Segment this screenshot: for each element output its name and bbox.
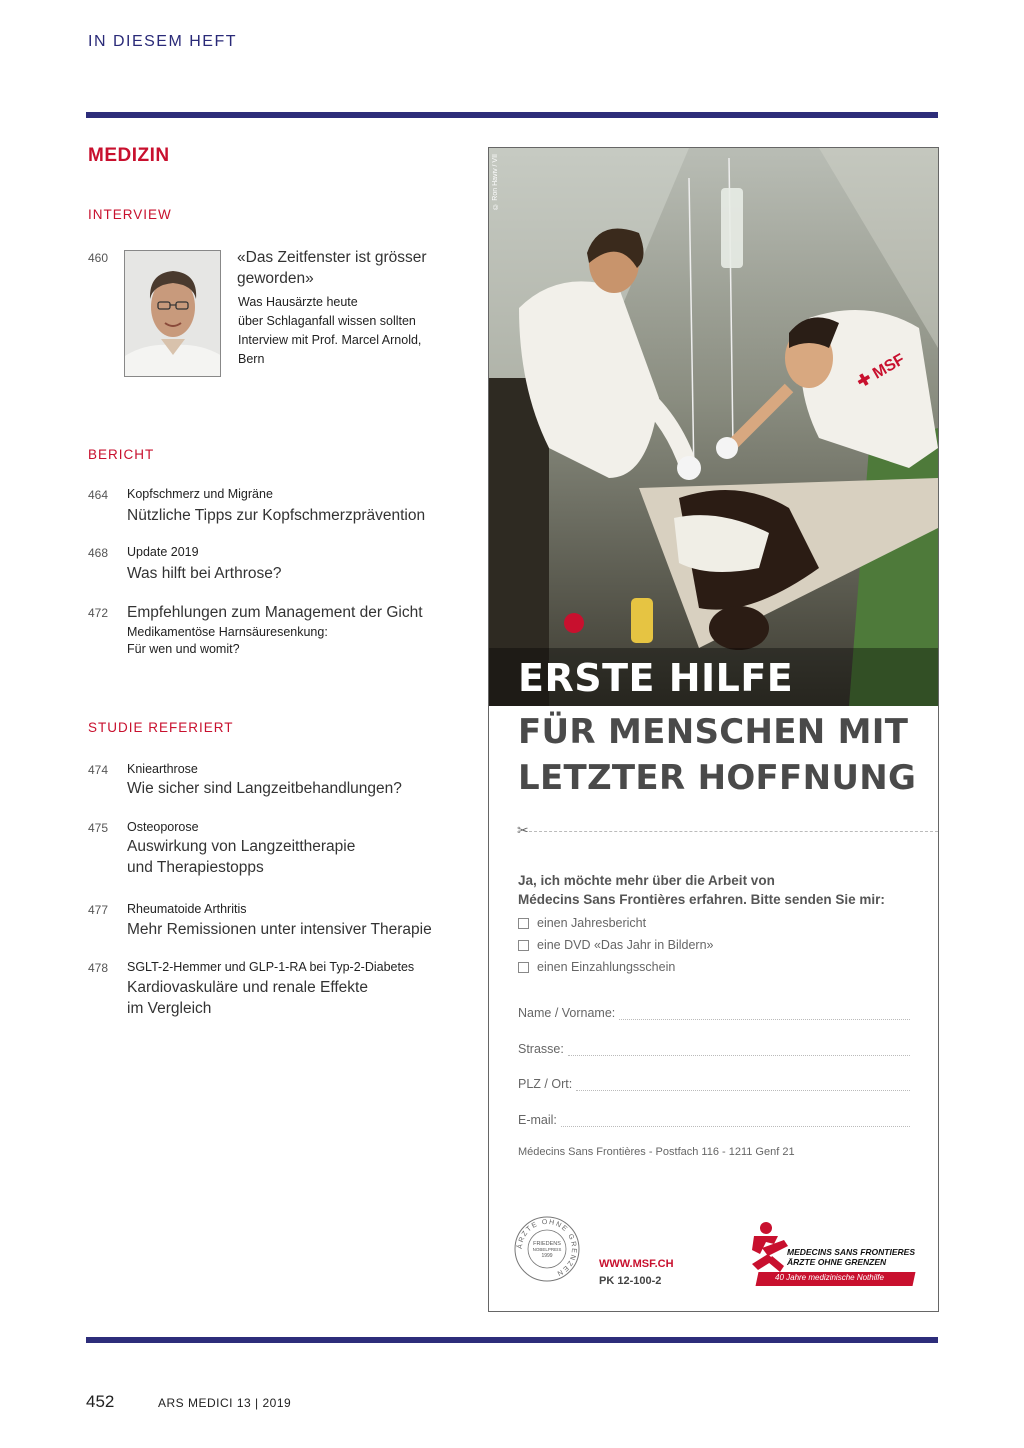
svg-text:NOBELPREIS: NOBELPREIS bbox=[532, 1247, 562, 1252]
article-headline: Wie sicher sind Langzeitbehandlungen? bbox=[127, 780, 402, 797]
ad-subheadline: FÜR MENSCHEN MIT bbox=[518, 712, 909, 752]
article-headline: Auswirkung von Langzeittherapie und Therapiestopps bbox=[127, 838, 356, 876]
logo-name: ÄRZTE OHNE GRENZEN bbox=[787, 1257, 887, 1267]
interview-headline: «Das Zeitfenster ist grösser geworden» bbox=[237, 249, 427, 287]
article-headline: Mehr Remissionen unter intensiver Therapie bbox=[127, 921, 432, 938]
page-number: 464 bbox=[88, 488, 109, 502]
interview-deck: Was Hausärzte heute über Schlaganfall wissen sollten Interview mit Prof. Marcel Arnold, Bern bbox=[238, 295, 422, 366]
street-field[interactable]: Strasse: bbox=[518, 1042, 910, 1056]
svg-text:ÄRZTE OHNE GRENZEN: ÄRZTE OHNE GRENZEN bbox=[516, 1218, 578, 1278]
article-headline: Was hilft bei Arthrose? bbox=[127, 565, 282, 582]
bericht-heading: BERICHT bbox=[88, 447, 155, 462]
option-dvd[interactable]: eine DVD «Das Jahr in Bildern» bbox=[518, 938, 713, 952]
article-kicker: Osteoporose bbox=[127, 820, 199, 834]
logo-band-text: 40 Jahre medizinische Nothilfe bbox=[775, 1273, 884, 1282]
top-rule bbox=[86, 112, 938, 118]
section-title: MEDIZIN bbox=[88, 145, 170, 166]
page-number: 478 bbox=[88, 961, 109, 975]
running-head: IN DIESEM HEFT bbox=[88, 33, 238, 50]
page-folio: 452 bbox=[86, 1392, 115, 1411]
postal-account: PK 12-100-2 bbox=[599, 1275, 662, 1287]
nobel-stamp bbox=[514, 1216, 580, 1282]
article-headline: Kardiovaskuläre und renale Effekte im Vergleich bbox=[127, 979, 368, 1017]
studie-heading: STUDIE REFERIERT bbox=[88, 720, 234, 735]
page-number: 460 bbox=[88, 251, 109, 265]
ad-photo bbox=[489, 148, 938, 706]
checkbox[interactable] bbox=[518, 940, 529, 951]
portrait-photo bbox=[124, 250, 221, 377]
journal-issue: ARS MEDICI 13 | 2019 bbox=[158, 1396, 292, 1410]
scissors-icon: ✂ bbox=[517, 822, 529, 838]
logo-name: MEDECINS SANS FRONTIERES bbox=[787, 1247, 915, 1257]
checkbox[interactable] bbox=[518, 918, 529, 929]
option-payment-slip[interactable]: einen Einzahlungsschein bbox=[518, 960, 675, 974]
checkbox[interactable] bbox=[518, 962, 529, 973]
article-kicker: Kopfschmerz und Migräne bbox=[127, 487, 273, 501]
svg-text:1999: 1999 bbox=[541, 1253, 553, 1259]
msf-advertisement bbox=[488, 147, 939, 1312]
email-field[interactable]: E-mail: bbox=[518, 1113, 910, 1127]
interview-heading: INTERVIEW bbox=[88, 207, 172, 222]
article-kicker: Update 2019 bbox=[127, 545, 199, 559]
name-field[interactable]: Name / Vorname: bbox=[518, 1006, 910, 1020]
page-number: 472 bbox=[88, 606, 109, 620]
page-number: 475 bbox=[88, 821, 109, 835]
form-intro: Ja, ich möchte mehr über die Arbeit von Médecins Sans Frontières erfahren. Bitte senden Sie mir: bbox=[518, 873, 885, 907]
bottom-rule bbox=[86, 1337, 938, 1343]
article-kicker: Rheumatoide Arthritis bbox=[127, 902, 247, 916]
article-deck: Medikamentöse Harnsäuresenkung: Für wen und womit? bbox=[127, 625, 328, 656]
photo-credit: © Ron Haviv / VII bbox=[492, 154, 499, 210]
zip-city-field[interactable]: PLZ / Ort: bbox=[518, 1077, 910, 1091]
article-kicker: Kniearthrose bbox=[127, 762, 198, 776]
ad-subheadline: LETZTER HOFFNUNG bbox=[518, 758, 917, 798]
svg-text:✚ MSF: ✚ MSF bbox=[854, 350, 908, 392]
article-headline: Empfehlungen zum Management der Gicht bbox=[127, 604, 423, 621]
page-number: 468 bbox=[88, 546, 109, 560]
ad-headline: ERSTE HILFE bbox=[518, 656, 794, 700]
page-number: 474 bbox=[88, 763, 109, 777]
option-annual-report[interactable]: einen Jahresbericht bbox=[518, 916, 646, 930]
cut-line bbox=[529, 831, 938, 832]
article-kicker: SGLT-2-Hemmer und GLP-1-RA bei Typ-2-Diabetes bbox=[127, 960, 415, 974]
svg-text:FRIEDENS: FRIEDENS bbox=[533, 1241, 561, 1247]
article-headline: Nützliche Tipps zur Kopfschmerzprävention bbox=[127, 507, 426, 524]
msf-url[interactable]: WWW.MSF.CH bbox=[599, 1258, 674, 1270]
postal-address: Médecins Sans Frontières - Postfach 116 - 1211 Genf 21 bbox=[518, 1146, 795, 1158]
page-number: 477 bbox=[88, 903, 109, 917]
